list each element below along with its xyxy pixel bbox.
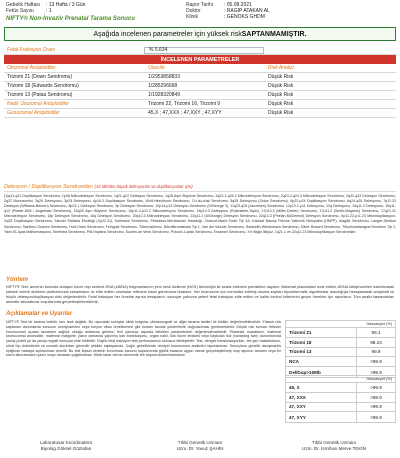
signature-block xyxy=(6,440,394,451)
signature-name: Uzm. Dr. Yavuz ŞAHİN xyxy=(176,445,224,451)
signature-name: Uzm. Dr. İsmihan Merve TEKİN xyxy=(302,445,366,451)
gestation-label: Gebelik Haftası xyxy=(6,2,41,8)
warnings-body: NIFTY® Test bir tarama testidir, tanı testi değildir. Bu rapordaki sonuçlar klinik bulgular, ultrasonografi ve diğer tarama testleri ile birlikte değerlendirilmelidir. Yüksek risk saptanan durumlarda sonucun amniyosentez veya koryon villus örneklemesi gibi invaziv tanısal yöntemlerle doğrulanması gerekmektedir. Düşük risk sonucu fetüsün kromozomal açıdan tamamen sağlıklı olduğu anlamına gelmez; test yalnızca raporda belirtilen parametreleri değerlendirmektedir. Plasental mozaisizm, maternal kromozomal anomaliler, maternal malignite, yakın zamanda yapılmış kan transfüzyonu, organ nakli, kök hücre tedavisi veya kaybolan ikiz (vanishing twin) durumlarında yanlış pozitif ya da yanlış negatif sonuçlar elde edilebilir. Düşük fetal fraksiyon test performansını olumsuz etkileyebilir. Test, dengeli translokasyonları, tek gen hastalıklarını, nöral tüp defektlerini ve mozaik durumları güvenilir şekilde saptayamaz. Çoğul gebeliklerde cinsiyet kromozomu analizleri raporlanmaz. Sonuçların genetik danışmanlık eşliğinde hastaya açıklanması önerilir. Bu test kişisel verilerin korunması kanunu kapsamında gizlilik esasına uygun olarak gerçekleştirilmiş olup raporun tamamı veya bir kısmı laboratuvarın yazılı onayı olmadan çoğaltılamaz. Klinik karar verme sürecinde tek başına kullanılmamalıdır. xyxy=(6,320,281,358)
deletion-title: Delesyon / Duplikasyon Sendromları (10 Mb'den büyük delesyonlar ve duplikasyonlar için) xyxy=(4,184,396,192)
table-row: NCA >99.9 xyxy=(286,357,395,367)
signature-role: Laboratuvar Koordinatörü xyxy=(39,440,93,445)
sensitivity-table xyxy=(285,320,396,378)
trisomy-risk: Düşük Risk xyxy=(268,83,294,89)
rare-aneuploidy-label: Nadir Otozomal Anöploidiler xyxy=(7,101,70,107)
table-header-row xyxy=(4,64,396,73)
table-row: 47, XXY >99.9 xyxy=(286,403,395,413)
sensitivity-header: Hassasiyet (%) xyxy=(286,376,395,383)
rare-aneuploidy-risk: Düşük Risk xyxy=(268,101,294,107)
deletion-body: (1)q11-q21 Duplikasyon Sendromu, 1p36 Mikrodelesyon Sendromu, 1q21-q22 Delesyon Sendromu, 1q28 Aşırı Büyüme Sendromu, 2q23.1-q24.2 Mikrodelesyon Sendromu, 2q24.2-q24.3 Mikrodelesyon Sendromu, 2q32-q33 Delesyon Sendromu, 2q37 Monozomisi, 3q29 Delesyonu, 3p25 Delesyonu, 4p16.3 Duplikasyon Sendromu, Wolf-Hirschhorn Sendromu, Cri-du-chat Sendromu, 5q35 Delesyonu (Sotos Sendromu), 6p22-p24 Duplikasyon Sendromu, 6q24-q25 Delesyonu, 7q11.23 Delesyon (Williams-Beuren) Sendromu, 8p23.1 Delesyon Sendromu, 9p Delesyon Sendromu, 10p14-p13 Delesyon Sendromu (DiGeorge 2), 11q23-q25 (Jacobsen) Sendromu, 12p12.1-p11 Delesyonu, 13q Delesyonu, 14q11.2 Delesyonu, 15q11-q13 (Prader-Willi / Angelman Sendromu), 15q26 Aşırı Büyüme Sendromu, 16p11.2-p12.2 Mikrodelesyon Sendromu, 16p13.3 Delesyonu (Rubinstein-Taybi), 17p13.3 (Miller-Dieker) Sendromu, 17p11.2 (Smith-Magenis) Sendromu, 17q21.31 Mikrodelesyon Sendromu, 18p Delesyon Sendromu, 18q Delesyon Sendromu, 20p12.3 Mikrodelesyon Sendromu, 22q11.2 (DiGeorge) Delesyon Sendromu, 22q13.3 (Phelan-McDermid) Delesyon Sendromu, Xp11.22-p11.23 Mikroduplikasyon, Xq28 Duplikasyon Sendromu, Steroid Sülfataz Eksikliği (Xp22.31), Kallmann Sendromu, Pelizaeus-Merzbacher Hastalığı, Charcot-Marie-Tooth Tip 1A, Kalıtsal Basınç Felcine Yatkınlık Nöropatisi (HNPP), Alagille Sendromu, Langer-Giedion Sendromu, Saethre-Chotzen Sendromu, Holt-Oram Sendromu, Feingold Sendromu, Tüberoskleroz, Nörofibromatozis Tip 1, Van der Woude Sendromu, Beckwith-Wiedemann Sendromu, Silver-Russell Sendromu, Trikorinofalangeal Sendrom Tip 1, Yarık El-Ayak Malformasyonu, Kleefstra Sendromu, Pitt-Hopkins Sendromu, Koolen-de Vries Sendromu, Potocki-Lupski Sendromu, Emanuel Sendromu, X'e Bağlı İktiyoz, 1q21.1 ve 22q11.23 Mikroduplikasyon Sendromları xyxy=(4,194,396,234)
col-risk: Risk Analizi xyxy=(268,65,294,71)
deletion-section xyxy=(4,184,396,235)
method-title: Yöntem xyxy=(6,277,29,283)
gonosomal-value: 45,X ; 47,XXX ; 47,XXY ; 47,XYY xyxy=(148,110,222,116)
gonosomal-label: Gonozomal Anöploidiler xyxy=(7,110,60,116)
report-date-value: : 05.08.2021 xyxy=(224,2,252,8)
sensitivity-header: Hassasiyet (%) xyxy=(286,321,395,328)
method-body: NIFTY® Test, annenin kanında dolaşan hücre dışı serbest DNA (cfDNA) fragmanlarının yeni nesil dizileme (NGS) teknolojisi ile analiz edilmesi prensibine dayanır. Maternal plazmadan izole edilen cfDNA kütüphaneleri hazırlanarak yüksek verimli dizileme platformunda sekanslanır ve elde edilen okumalar referans insan genomuna hizalanır. Her kromozom için normalize edilmiş okuma sayıları biyoinformatik algoritmalar aracılığıyla hesaplanarak anöploidi ve büyük delesyon/duplikasyon riski değerlendirilir. Fetal fraksiyon her örnekte ayrıca hesaplanır; sonuçlar yalnızca yeterli fetal fraksiyon elde edilen ve kalite kontrol kriterlerini geçen örnekler için raporlanır. Tüm analiz basamakları akredite laboratuvar koşullarında gerçekleştirilmektedir. xyxy=(6,285,394,304)
signature-3 xyxy=(274,440,394,451)
signature-role: Tıbbi Genetik Uzmanı xyxy=(177,440,223,445)
gonosomal-risk: Düşük Risk xyxy=(268,110,294,116)
table-row xyxy=(4,73,396,82)
clinic-value: : GENOKS GHDM xyxy=(224,14,265,21)
table-row: 47, XYY >99.9 xyxy=(286,412,395,422)
gestation-value: : 13 Hafta / 3 Gün xyxy=(46,2,86,8)
warnings-title: Açıklamalar ve Uyarılar xyxy=(6,311,73,317)
alert-text: Aşağıda incelenen parametreler için yüksek risk xyxy=(93,30,242,38)
table-row: 47, XXX >99.9 xyxy=(286,393,395,403)
table-row: 45, X >99.9 xyxy=(286,383,395,393)
alert-emphasis: SAPTANMAMIŞTIR. xyxy=(241,30,307,38)
sensitivity-table-sex-chromosomes xyxy=(285,375,396,423)
fetus-count-value: : 1 xyxy=(46,8,52,15)
fetus-count-label: Fetüs Sayısı xyxy=(6,8,34,15)
trisomy-prob: 1/285296668 xyxy=(148,83,178,89)
report-date-label: Rapor Tarihi xyxy=(186,2,213,8)
fetal-fraction-label: Fetal Fraksiyon Oranı xyxy=(7,47,56,53)
parameters-band: İNCELENEN PARAMETRELER xyxy=(4,55,396,64)
table-row: Trizomi 13 99.9 xyxy=(286,348,395,358)
table-row: Del/Dup>10Mb >99.9 xyxy=(286,367,395,377)
fetal-fraction-value: % 5.634 xyxy=(144,47,264,54)
table-row: Trizomi 21 99.1 xyxy=(286,328,395,338)
deletion-note: (10 Mb'den büyük delesyonlar ve duplikasyonlar için) xyxy=(94,184,193,189)
trisomy-risk: Düşük Risk xyxy=(268,92,294,98)
result-alert-box xyxy=(4,27,396,41)
fetal-fraction-row xyxy=(4,46,396,55)
trisomy-prob: 1/2953858833 xyxy=(148,74,180,80)
trisomy-name: Trizomi 21 (Down Sendromu) xyxy=(7,74,73,80)
gonosomal-row xyxy=(4,109,396,118)
doctor-label: Doktor xyxy=(186,8,201,15)
rare-aneuploidy-value: Trizomi 22, Trizomi 16, Trizomi 9 xyxy=(148,101,221,107)
signature-role: Tıbbi Genetik Uzmanı xyxy=(311,440,357,445)
signature-name: Biyolog Göksel Gözüdan xyxy=(40,445,92,451)
parameters-table xyxy=(4,46,396,118)
trisomy-prob: 1/1928320849 xyxy=(148,92,180,98)
doctor-value: : RAGIP ATAKAN AL xyxy=(224,8,270,15)
trisomy-name: Trizomi 18 (Edwards Sendromu) xyxy=(7,83,79,89)
table-row xyxy=(4,91,396,100)
table-row xyxy=(4,82,396,91)
trisomy-name: Trizomi 13 (Patau Sendromu) xyxy=(7,92,73,98)
rare-aneuploidy-row xyxy=(4,100,396,109)
signature-2 xyxy=(140,440,260,451)
clinic-label: Klinik xyxy=(186,14,198,21)
col-probability: Olasılık xyxy=(148,65,165,71)
signature-1 xyxy=(6,440,126,451)
report-title: NIFTY® Non-İnvaziv Prenatal Tarama Sonucu xyxy=(6,16,135,22)
table-row: Trizomi 18 98.24 xyxy=(286,338,395,348)
col-aneuploidy: Otozomal Anöploidiler xyxy=(7,65,56,71)
trisomy-risk: Düşük Risk xyxy=(268,74,294,80)
